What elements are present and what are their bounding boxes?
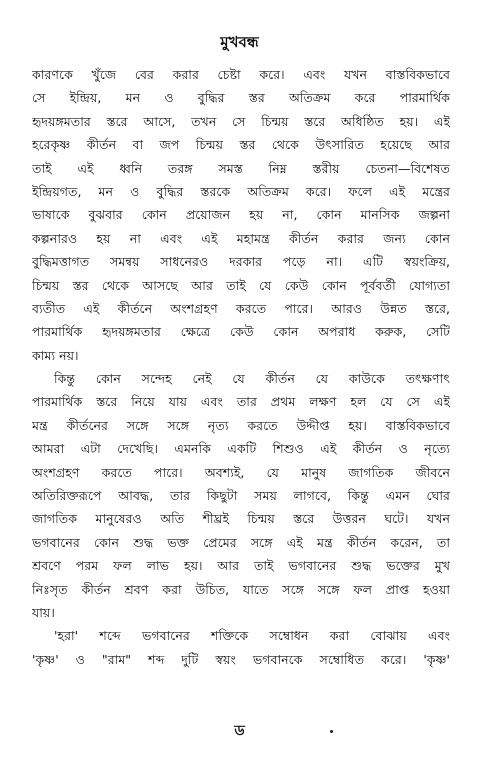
text-line: কল্পনারও হয় না এবং এই মহামন্ত্র কীর্তন করার জন্য কোন	[32, 230, 450, 246]
body-text	[32, 63, 450, 671]
text-line: অংশগ্রহণ করতে পারে। অবশ্যই, যে মানুষ জাগতিক জীবনে	[32, 464, 450, 480]
text-line: 'হরা' শব্দে ভগবানের শক্তিকে সম্বোধন করা বোঝায় এবং	[54, 628, 450, 644]
paragraph-2	[32, 367, 450, 624]
text-line: তাই এই ধ্বনি তরঙ্গ সমস্ত নিম্ন স্তরীয় চেতনা—বিশেষত	[32, 160, 450, 176]
text-line: সে ইন্দ্রিয়, মন ও বুদ্ধির স্তর অতিক্রম করে পারমার্থিক	[32, 90, 450, 106]
text-line: ইন্দ্রিয়গত, মন ও বুদ্ধির স্তরকে অতিক্রম করে। ফলে এই মন্ত্রের	[32, 183, 450, 199]
page-title: মুখবন্ধ	[220, 33, 259, 51]
text-line: নিঃসৃত কীর্তন শ্রবণ করা উচিত, যাতে সঙ্গে সঙ্গে ফল প্রাপ্ত হওয়া	[32, 581, 450, 597]
text-line: অতিরিক্তরূপে আবদ্ধ, তার কিছুটা সময় লাগবে, কিন্তু এমন ঘোর	[32, 488, 450, 504]
text-line: চিন্ময় স্তর থেকে আসছে আর তাই যে কেউ কোন পূর্ববর্তী যোগ্যতা	[32, 277, 450, 293]
text-line: শ্রবণে পরম ফল লাভ হয়। আর তাই ভগবানের শুদ্ধ ভক্তের মুখ	[32, 558, 450, 574]
text-line: ভাষাকে বুঝবার কোন প্রয়োজন হয় না, কোন মানসিক জল্পনা	[32, 207, 450, 223]
text-line: হরেকৃষ্ণ কীর্তন বা জপ চিন্ময় স্তর থেকে উৎসারিত হয়েছে আর	[32, 137, 450, 153]
paragraph-1	[32, 63, 450, 367]
paragraph-3	[32, 624, 450, 671]
text-line: আমরা এটা দেখেছি। এমনকি একটি শিশুও এই কীর্তন ও নৃত্যে	[32, 441, 450, 457]
text-line: যায়।	[32, 604, 55, 620]
text-line: মন্ত্র কীর্তনের সঙ্গে সঙ্গে নৃত্য করতে উদ্দীপ্ত হয়। বাস্তবিকভাবে	[32, 417, 450, 433]
text-line: বুদ্ধিমত্তাগত সমন্বয় সাধনেরও দরকার পড়ে না। এটি স্বয়ংক্রিয়,	[32, 254, 450, 270]
text-line: ভগবানের কোন শুদ্ধ ভক্ত প্রেমের সঙ্গে এই মন্ত্র কীর্তন করেন, তা	[32, 534, 450, 550]
page-number: ড	[234, 723, 245, 739]
text-line: পারমার্থিক স্তরে নিয়ে যায় এবং তার প্রথম লক্ষণ হল যে সে এই	[32, 394, 450, 410]
stray-dot-mark	[330, 730, 333, 733]
text-line: কিন্তু কোন সন্দেহ নেই যে কীর্তন যে কাউকে তৎক্ষণাৎ	[54, 371, 450, 387]
text-line: জাগতিক মানুষেরও অতি শীঘ্রই চিন্ময় স্তরে উত্তরন ঘটে। যখন	[32, 511, 450, 527]
text-line: হৃদয়ঙ্গমতার স্তরে আসে, তখন সে চিন্ময় স্তরে অধিষ্ঠিত হয়। এই	[32, 113, 450, 129]
text-line: ব্যতীত এই কীর্তনে অংশগ্রহণ করতে পারে। আরও উন্নত স্তরে,	[32, 300, 450, 316]
text-line: পারমার্থিক হৃদয়ঙ্গমতার ক্ষেত্রে কেউ কোন অপরাধ করুক, সেটি	[32, 324, 450, 340]
text-line: কারণকে খুঁজে বের করার চেষ্টা করে। এবং যখন বাস্তবিকভাবে	[32, 67, 450, 82]
text-line: কাম্য নয়।	[32, 347, 79, 363]
text-line: 'কৃষ্ণ' ও "রাম" শব্দ দুটি স্বয়ং ভগবানকে সম্বোধিত করে। 'কৃষ্ণ'	[32, 651, 450, 667]
